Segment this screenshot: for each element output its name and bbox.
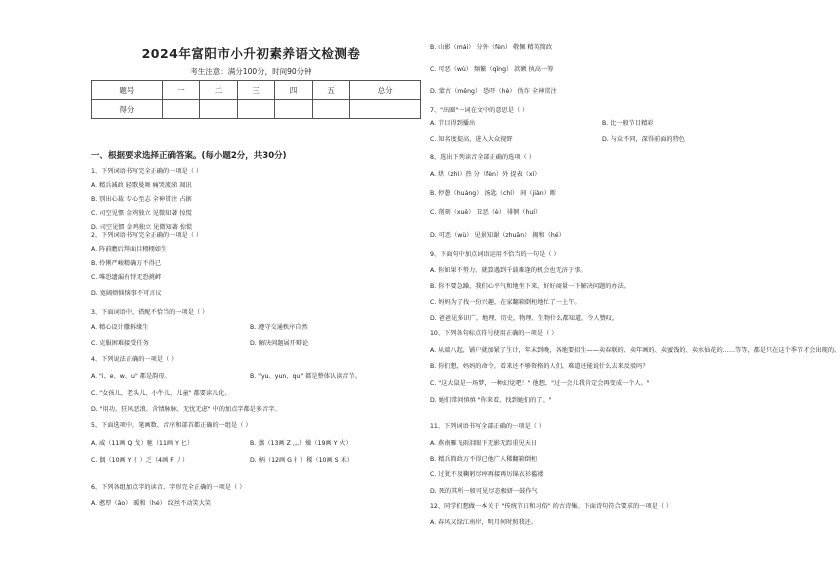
right-question-line: B. 精兵简政万不得已他广人稀翻箱倒柜 [430,456,538,463]
right-question-line: B. 你不要急躁，我们心平气和地坐下来，好好商量一下解决问题的办法。 [430,283,630,290]
left-question-line: 2、下列词语书写完全正确的一项是（ ） [91,232,203,239]
right-question-line: C. 妈妈为了找一份兴趣，在家翻箱倒柜地忙了一上午。 [430,299,581,306]
right-question-line: C. 知名度提高，进入大众视野 [430,136,513,143]
right-question-line: 9、下面句中加点词语运用不恰当的一句是（ ） [430,251,560,258]
left-question-line: A. 阵前瞻后拜面目栩栩如生 [91,246,168,253]
right-question-line: B. 停憩（huáng） 汤匙（chí） 间（jiàn）断 [430,190,557,197]
right-question-line: C. 可恶（wù） 频繁（qīng） 款额 执高一筹 [430,66,554,73]
right-question-line: A. 你如果不努力，就算遇到千载难逢的机会也无济于事。 [430,267,587,274]
left-question-line: D. 柄（12画 G 扌）稀（10画 S 禾） [250,457,353,464]
right-question-line: B. 比一般节目精彩 [602,120,654,127]
right-question-line: D. 蒙古（měng） 恐吓（hè） 伪诈 全神贯注 [430,88,557,95]
right-question-line: A. 燕南雁飞雨泪眼下无影无踪重见天日 [430,440,538,447]
right-question-line: D. 爸爸见多识广，地理、历史、物理、生物什么都知道，令人赞叹。 [430,315,619,322]
right-question-line: B. 你们想，妈妈的命令，看来还不够资格的人们，难道还能说什么去来反驳吗？ [430,363,649,370]
left-question-line: 5、下面选项中，笔画数、音序和部首都正确的一组是（ ） [91,422,252,429]
right-question-line: 7、"出圈"一词在文中的意思是（ ） [430,107,529,114]
score-cell[interactable] [237,100,275,119]
section-heading: 一、根据要求选择正确答案。(每小题2分，共30分) [91,151,287,161]
right-question-line: C. "这大鼠是一场梦，一种幻觉吧！" 他想，"过一会儿我肯定会再变成一个人。" [430,380,650,387]
score-cell[interactable] [312,100,350,119]
score-cell[interactable] [200,100,238,119]
right-question-line: D. 与众不同，深得前面的特色 [602,136,685,143]
score-table-score-row [92,100,421,119]
score-table-header-row [92,81,421,100]
left-question-line: D. 宽阔烦恼恼事不可言议 [91,290,162,297]
score-table [91,80,421,119]
score-cell: 一 [162,81,200,100]
document-title: 2024年富阳市小升初素养语文检测卷 [141,46,361,61]
left-question-line: 6、下列各组加点字的读音、字形完全正确的一项是（ ） [91,484,246,491]
score-cell: 五 [312,81,350,100]
left-question-line: D. 解决问题展开辩论 [250,340,309,347]
left-question-line: C. "女孩儿、老头儿、小牛儿、儿童" 都要读儿化。 [91,390,231,397]
right-question-line: 12、同学们想做一本关于 "传统节日和习俗" 的古诗集。下面诗句符合要求的一项是（ ） [430,503,673,510]
score-cell: 总分 [350,81,421,100]
right-question-line: A. 节目得到播出 [430,120,476,127]
right-question-line: 11、下列词语书写全部正确的一项是（ ） [430,423,546,430]
left-question-line: 1、下列词语书写完全正确的一项是（ ） [91,168,203,175]
right-question-line: A. 从端八起，铺户就加紧了生计，年末到晚，各地要招生——卖春联的、卖年画的、卖蜜饯的、卖水仙花的……等等，都是只在这个季节才会出现的。 [430,347,840,354]
left-question-line: A. 精兵减政 轻歌曼舞 痛哭流涕 凋讯 [91,182,192,189]
left-question-line: A. "i、e、w、u" 都是韵母。 [91,373,171,380]
right-question-line: D. 可恶（wù） 见景知谢（zhuān） 揭和（hé） [430,232,565,239]
left-question-line: A. 憨厚（āo） 暖和（hé） 纹丝不动笑大笑 [91,500,212,507]
score-cell[interactable] [275,100,313,119]
exam-notice: 考生注意：满分100分，时间90分钟 [190,67,312,76]
right-question-line: C. 过犹不及鞠躬尽瘁再接再厉锦衣衫褴褛 [430,471,544,478]
left-question-line: B. 遵守交通秩序自然 [250,324,308,331]
right-question-line: B. 山影（mái） 分外（fèn） 敬佩 精英简政 [430,44,553,51]
left-question-line: A. 精心设计撒拆缘生 [91,324,149,331]
score-cell: 题号 [92,81,163,100]
left-question-line: B. 蒸（13画 Z 灬）燥（19画 Y 火） [250,440,352,447]
score-cell[interactable] [350,100,421,119]
left-question-line: D. 司空见惯 金鸡独立 见微知著 惊慌 [91,224,193,231]
score-cell[interactable] [162,100,200,119]
score-cell: 四 [275,81,313,100]
right-question-line: 10、下列各句标点符号使用正确的一项是（ ） [430,330,558,337]
left-question-line: C. 司空见惯 金鸡独立 见微知著 惊慌 [91,210,192,217]
left-question-line: B. 别出心裁 专心至志 全神贯注 占据 [91,196,192,203]
left-question-line: D. "用功、狂风恶浪、含情脉脉、无忧无虑" 中的加点字都是多音字。 [91,406,281,413]
right-question-line: 8、选出下列读音全部正确的选项（ ） [430,154,535,161]
left-question-line: B. 伶俐严峻精确万不得已 [91,260,162,267]
score-cell: 二 [200,81,238,100]
left-question-line: C. 偶（10画 Y 亻）乏（4画 F 丿） [91,457,189,464]
right-question-line: A. 春风又绿江南岸，明月何时照我还。 [430,519,538,526]
right-question-line: D. 死的其所一般可见尽态极妍一鼓作气 [430,488,538,495]
score-cell: 三 [237,81,275,100]
right-question-line: A. 烘（zhì）热 分（fèn）外 提表（xí） [430,171,541,178]
left-question-line: 4、下列说法正确的一项是（ ） [91,356,178,363]
score-cell: 得分 [92,100,163,119]
right-question-line: D. 她们常问慎慎 "你来看，找到她们的了。" [430,397,552,404]
left-question-line: C. 唯恐遗漏有恃无恐挑衅 [91,274,162,281]
right-question-line: C. 削刻（xuē） 丑恶（è） 徘徊（huí） [430,209,542,216]
left-question-line: C. 克服困难接受任务 [91,340,149,347]
left-question-line: A. 威（11画 Q 戈）驰（11画 Y 匕） [91,440,194,447]
left-question-line: B. "yu、yun、qu" 都是整体认读音节。 [250,373,361,380]
left-question-line: 3、下面词语中，搭配不恰当的一项是（ ） [91,309,209,316]
